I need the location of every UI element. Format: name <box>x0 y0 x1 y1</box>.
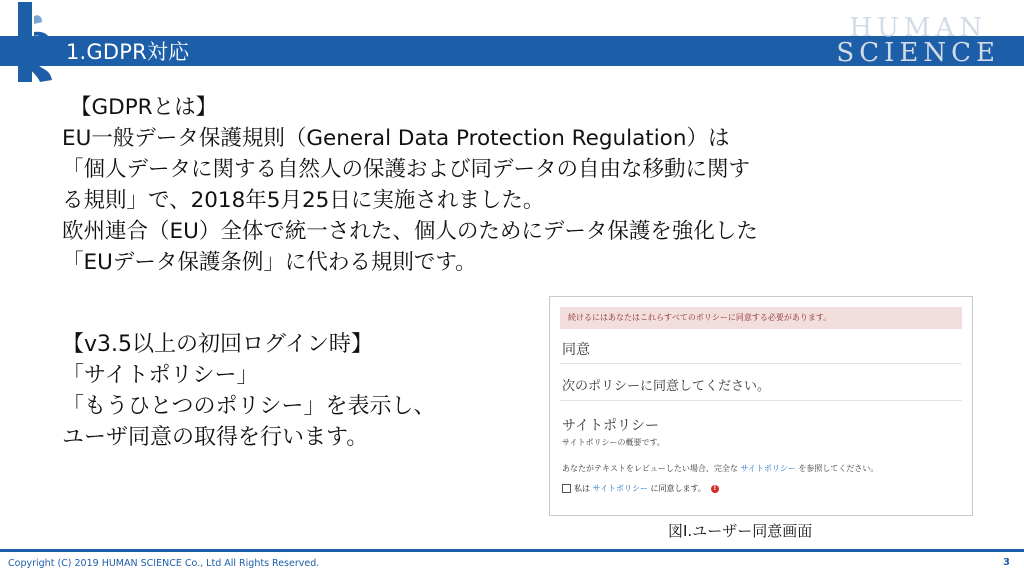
slide-title: 1.GDPR対応 <box>66 40 190 64</box>
agree-checkbox[interactable] <box>562 484 571 493</box>
site-policy-link[interactable]: サイトポリシー <box>740 464 796 473</box>
login-line: ユーザ同意の取得を行います。 <box>62 425 369 450</box>
divider <box>560 363 962 364</box>
consent-heading: 同意 <box>562 342 590 358</box>
brand-line-human: HUMAN <box>849 13 988 43</box>
policy-summary: サイトポリシーの概要です。 <box>562 438 665 447</box>
review-prefix: あなたがテキストをレビューしたい場合、完全な <box>562 464 738 473</box>
agree-policy-link[interactable]: サイトポリシー <box>592 484 648 493</box>
page-number: 3 <box>1003 557 1010 568</box>
copyright: Copyright (C) 2019 HUMAN SCIENCE Co., Ltd All Rights Reserved. <box>8 558 320 569</box>
agree-suffix: に同意します。 <box>650 484 706 493</box>
gdpr-intro <box>62 92 1002 278</box>
consent-alert: 続けるにはあなたはこれらすべてのポリシーに同意する必要があります。 <box>560 307 962 329</box>
policy-prompt: 次のポリシーに同意してください。 <box>562 379 771 394</box>
brand-logo <box>836 13 1000 68</box>
intro-line: 欧州連合（EU）全体で統一された、個人のためにデータ保護を強化した <box>62 219 758 244</box>
login-line: 「サイトポリシー」 <box>62 363 259 388</box>
footer-line <box>0 549 1024 552</box>
agree-row <box>562 483 719 494</box>
intro-line: EU一般データ保護規則（General Data Protection Regulation）は <box>62 126 730 151</box>
agree-prefix: 私は <box>574 484 590 493</box>
review-suffix: を参照してください。 <box>798 464 879 473</box>
review-text <box>562 463 878 474</box>
login-line: 【v3.5以上の初回ログイン時】 <box>62 332 373 357</box>
intro-line: る規則」で、2018年5月25日に実施されました。 <box>62 188 545 213</box>
brand-line-science: SCIENCE <box>836 38 1000 68</box>
figure-caption: 図I.ユーザー同意画面 <box>668 522 813 540</box>
exclamation-circle-icon: ! <box>711 485 719 493</box>
divider <box>560 400 962 401</box>
intro-line: 「EUデータ保護条例」に代わる規則です。 <box>62 250 477 275</box>
intro-line: 「個人データに関する自然人の保護および同データの自由な移動に関す <box>62 157 751 182</box>
login-description <box>62 329 436 453</box>
policy-title: サイトポリシー <box>562 418 660 434</box>
intro-heading: 【GDPRとは】 <box>70 95 218 120</box>
login-line: 「もうひとつのポリシー」を表示し、 <box>62 394 436 419</box>
consent-screenshot <box>549 296 973 516</box>
hs-logo-icon <box>12 2 58 82</box>
